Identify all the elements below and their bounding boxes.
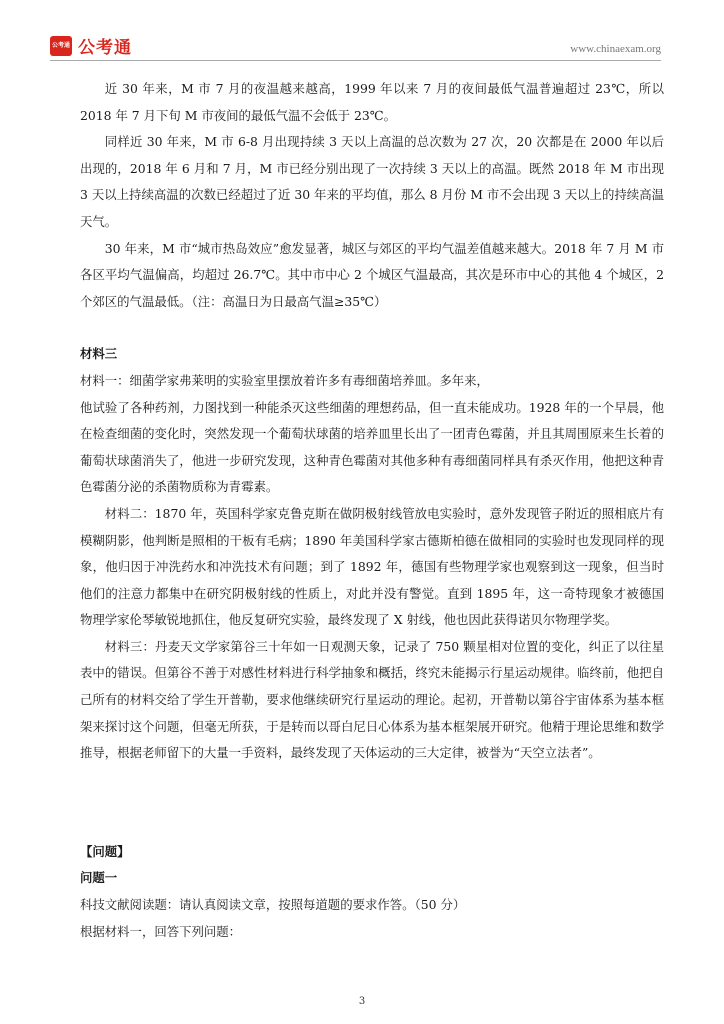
page-number: 3 bbox=[358, 996, 366, 1007]
spacer bbox=[80, 767, 664, 839]
material1-first-line: 材料一：细菌学家弗莱明的实验室里摆放着许多有毒细菌培养皿。多年来， bbox=[80, 372, 489, 388]
material1-body: 他试验了各种药剂，力图找到一种能杀灭这些细菌的理想药品，但一直未能成功。1928 年的一个早晨，他在检查细菌的变化时，突然发现一个葡萄状球菌的培养皿里长出了一团青色霉菌，并且其周围原来生长着的葡萄状球菌消失了，他进一步研究发现，这种青色霉菌对其他多种有毒细菌同样具有杀灭作用，他把这种青色霉菌分泌的杀菌物质称为青霉素。 bbox=[80, 399, 664, 495]
material2-body: 材料二：1870 年，英国科学家克鲁克斯在做阴极射线管放电实验时，意外发现管子附近的照相底片有模糊阴影，他判断是照相的干板有毛病；1890 年美国科学家古德斯柏德在做相同的实验时也发现同样的现象，他归因于冲洗药水和冲洗技术有问题；到了 1892 年，德国有些物理学家也观察到这一现象，但当时他们的注意力都集中在研究阴极射线的性质上，对此并没有警觉。直到 1895 年，这一奇特现象才被德国物理学家伦琴敏锐地抓住，他反复研究实验，最终发现了 X 射线，他也因此获得诺贝尔物理学奖。 bbox=[80, 505, 664, 628]
spacer bbox=[80, 315, 664, 341]
site-url-link[interactable]: www.chinaexam.org bbox=[570, 43, 661, 55]
question1-heading: 问题一 bbox=[80, 870, 118, 886]
document-body bbox=[80, 76, 664, 945]
questions-heading: 【问题】 bbox=[80, 843, 130, 859]
paragraph-night-temperature: 近 30 年来，M 市 7 月的夜温越来越高，1999 年以来 7 月的夜间最低气温普遍超过 23℃，所以 2018 年 7 月下旬 M 市夜间的最低气温不会低于 23℃。 bbox=[80, 81, 664, 123]
logo-badge-icon: 公考通 bbox=[50, 36, 72, 56]
paragraph-heatwave-count: 同样近 30 年来，M 市 6-8 月出现持续 3 天以上高温的总次数为 27 次，20 次都是在 2000 年以后出现的，2018 年 6 月和 7 月，M 市已经分别出现了一次持续 3 天以上的高温。既然 2018 年 M 市出现 3 天以上持续高温的次数已经超过了近 30 年来的平均值，那么 8 月份 M 市不会出现 3 天以上的持续高温天气。 bbox=[80, 134, 664, 229]
brand-logo[interactable] bbox=[50, 33, 132, 58]
logo-text: 公考通 bbox=[78, 38, 132, 58]
paragraph-heat-island: 30 年来，M 市“城市热岛效应”愈发显著，城区与郊区的平均气温差值越来越大。2018 年 7 月 M 市各区平均气温偏高，均超过 26.7℃。其中市中心 2 个城区气温最高，其次是环市中心的其他 4 个城区，2 个郊区的气温最低。（注：高温日为日最高气温≥35℃） bbox=[80, 240, 664, 309]
material3-heading: 材料三 bbox=[80, 346, 118, 362]
material3-body: 材料三：丹麦天文学家第谷三十年如一日观测天象，记录了 750 颗星相对位置的变化，纠正了以往星表中的错误。但第谷不善于对感性材料进行科学抽象和概括，终究未能揭示行星运动规律。临终前，他把自己所有的材料交给了学生开普勒，要求他继续研究行星运动的理论。起初，开普勒以第谷宇宙体系为基本框架来探讨这个问题，但毫无所获，于是转而以哥白尼日心体系为基本框架展开研究。他精于理论思维和数学推导，根据老师留下的大量一手资料，最终发现了天体运动的三大定律，被誉为“天空立法者”。 bbox=[80, 638, 664, 761]
question1-instruction: 科技文献阅读题：请认真阅读文章，按照每道题的要求作答。（50 分） bbox=[80, 897, 466, 913]
header-divider bbox=[50, 60, 661, 61]
page-header bbox=[0, 0, 724, 66]
question1-prompt: 根据材料一，回答下列问题： bbox=[80, 923, 242, 939]
